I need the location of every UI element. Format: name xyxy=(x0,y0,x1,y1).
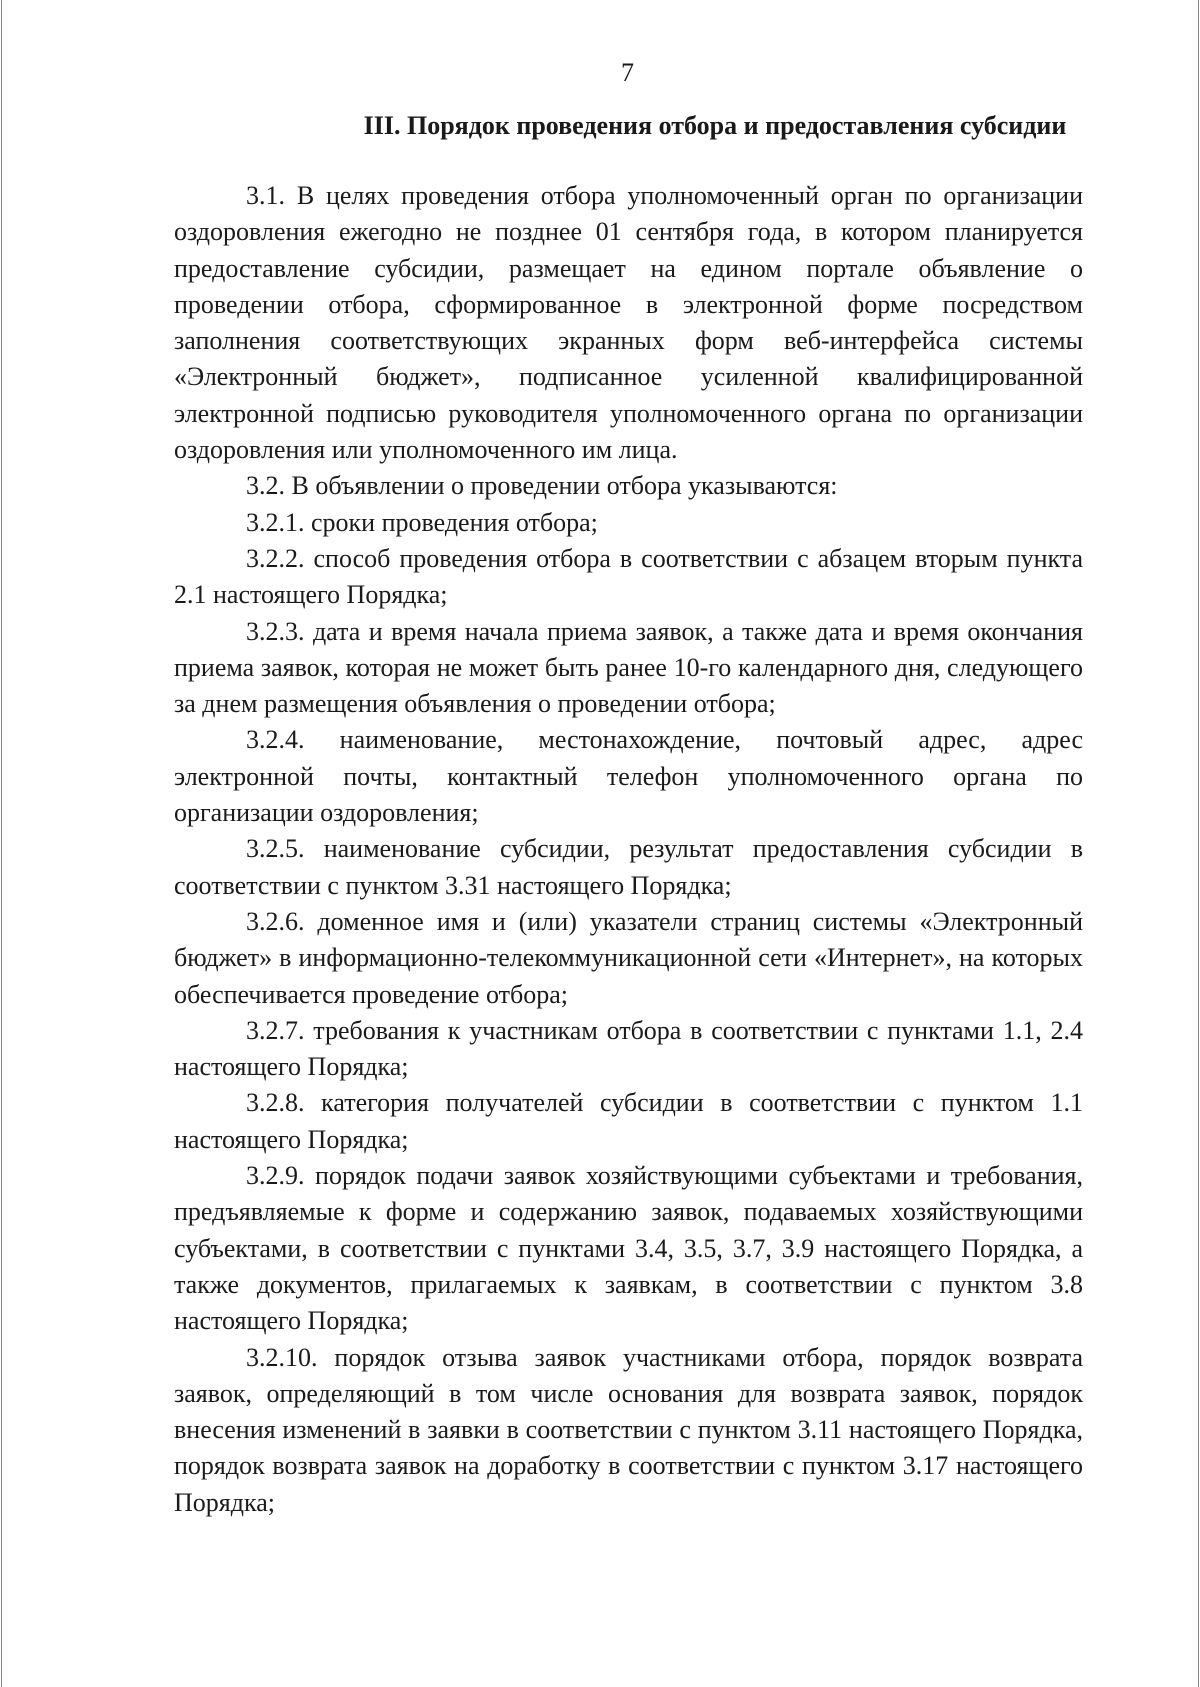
paragraph-3-2-7: 3.2.7. требования к участникам отбора в соответствии с пунктами 1.1, 2.4 настоящего Порядка; xyxy=(174,1015,1083,1082)
paragraph-3-2-3: 3.2.3. дата и время начала приема заявок, а также дата и время окончания приема заявок, которая не может быть ранее 10-го календарного дня, следующего за днем размещения объявления о проведении отбора; xyxy=(174,616,1083,719)
section-heading: III. Порядок проведения отбора и предоставления субсидии xyxy=(363,111,1067,140)
paragraph-3-1: 3.1. В целях проведения отбора уполномоченный орган по организации оздоровления ежегодно не позднее 01 сентября года, в котором планируется предоставление субсидии, размещает на едином портале объявление о проведении отбора, сформированное в электронной форме посредством заполнения соответствующих экранных форм веб-интерфейса системы «Электронный бюджет», подписанное усиленной квалифицированной электронной подписью руководителя уполномоченного органа по организации оздоровления или уполномоченного им лица. xyxy=(174,181,1083,465)
paragraph-3-2: 3.2. В объявлении о проведении отбора указываются: xyxy=(246,471,838,501)
paragraph-3-2-9: 3.2.9. порядок подачи заявок хозяйствующими субъектами и требования, предъявляемые к форме и содержанию заявок, подаваемых хозяйствующими субъектами, в соответствии с пунктами 3.4, 3.5, 3.7, 3.9 настоящего Порядка, а также документов, прилагаемых к заявкам, в соответствии с пунктом 3.8 настоящего Порядка; xyxy=(174,1161,1083,1336)
scan-edge-right xyxy=(1198,0,1199,1687)
paragraph-3-2-1: 3.2.1. сроки проведения отбора; xyxy=(246,507,598,537)
page-number: 7 xyxy=(621,58,634,87)
body-text xyxy=(174,178,1083,1521)
paragraph-3-2-2: 3.2.2. способ проведения отбора в соответствии с абзацем вторым пункта 2.1 настоящего Порядка; xyxy=(174,543,1083,610)
paragraph-3-2-10: 3.2.10. порядок отзыва заявок участниками отбора, порядок возврата заявок, определяющий в том числе основания для возврата заявок, порядок внесения изменений в заявки в соответствии с пунктом 3.11 настоящего Порядка, порядок возврата заявок на доработку в соответствии с пунктом 3.17 настоящего Порядка; xyxy=(174,1342,1083,1517)
paragraph-3-2-5: 3.2.5. наименование субсидии, результат предоставления субсидии в соответствии с пунктом 3.31 настоящего Порядка; xyxy=(174,834,1083,900)
paragraph-3-2-8: 3.2.8. категория получателей субсидии в соответствии с пунктом 1.1 настоящего Порядка; xyxy=(174,1088,1083,1154)
paragraph-3-2-6: 3.2.6. доменное имя и (или) указатели страниц системы «Электронный бюджет» в информационно-телекоммуникационной сети «Интернет», на которых обеспечивается проведение отбора; xyxy=(174,906,1083,1009)
paragraph-3-2-4: 3.2.4. наименование, местонахождение, почтовый адрес, адрес электронной почты, контактный телефон уполномоченного органа по организации оздоровления; xyxy=(174,725,1083,828)
scan-edge-left xyxy=(1,0,2,1687)
